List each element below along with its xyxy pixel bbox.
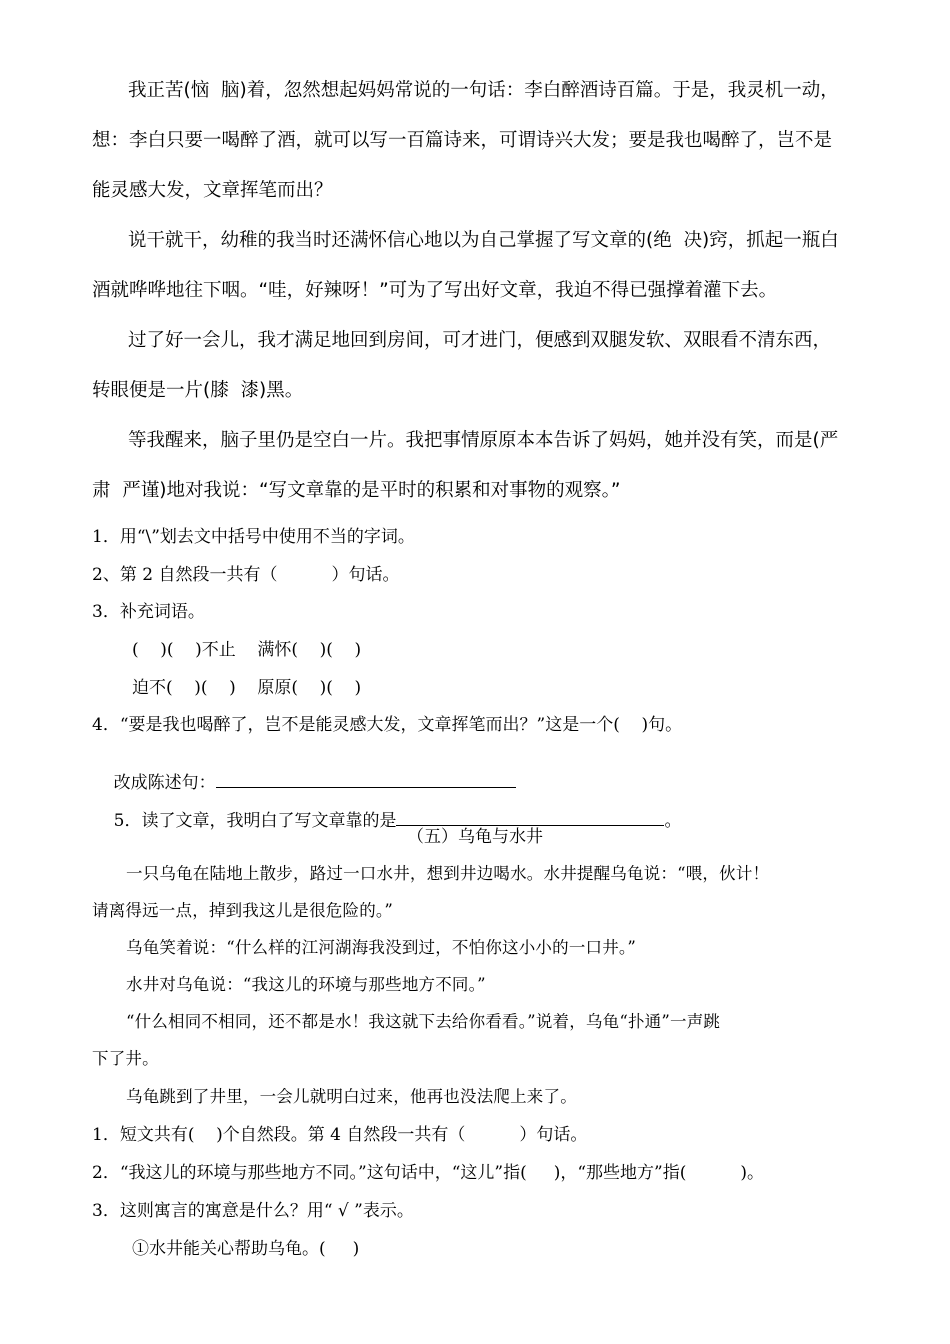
question-3-row-2: 迫不( )( ) 原原( )( ) <box>132 678 362 698</box>
question-5-label: 5．读了文章，我明白了写文章靠的是 <box>113 811 397 831</box>
question-2: 2．“我这儿的环境与那些地方不同。”这句话中，“这儿”指( )，“那些地方”指( )。 <box>92 1163 765 1183</box>
question-1: 1．短文共有( )个自然段。第 4 自然段一共有（ ）句话。 <box>92 1125 588 1145</box>
question-4: 4．“要是我也喝醉了，岂不是能灵感大发，文章挥笔而出？”这是一个( )句。 <box>92 715 683 735</box>
question-5-end: 。 <box>664 811 682 831</box>
passage-line: 肃 严谨)地对我说：“写文章靠的是平时的积累和对事物的观察。” <box>92 480 621 501</box>
story-line: 乌龟跳到了井里，一会儿就明白过来，他再也没法爬上来了。 <box>126 1087 577 1106</box>
story-line: “什么相同不相同，还不都是水！我这就下去给你看看。”说着，乌龟“扑通”一声跳 <box>126 1012 721 1031</box>
section-title: （五）乌龟与水井 <box>407 827 543 847</box>
story-line: 请离得远一点，掉到我这儿是很危险的。” <box>92 901 393 920</box>
option-1: ①水井能关心帮助乌龟。( ) <box>132 1239 360 1259</box>
passage-line: 转眼便是一片(膝 漆)黑。 <box>92 380 304 401</box>
story-line: 水井对乌龟说：“我这儿的环境与那些地方不同。” <box>126 975 486 994</box>
story-line: 下了井。 <box>92 1049 159 1068</box>
question-3: 3．这则寓言的寓意是什么？用“ √ ”表示。 <box>92 1201 414 1221</box>
rewrite-label: 改成陈述句： <box>113 773 216 793</box>
question-3: 3．补充词语。 <box>92 602 205 622</box>
passage-line: 想：李白只要一喝醉了酒，就可以写一百篇诗来，可谓诗兴大发；要是我也喝醉了，岂不是 <box>92 130 833 151</box>
question-3-row-1: ( )( )不止 满怀( )( ) <box>132 640 362 660</box>
passage-line: 酒就哗哗地往下咽。“哇，好辣呀！”可为了写出好文章，我迫不得已强撑着灌下去。 <box>92 280 778 301</box>
passage-line: 说干就干，幼稚的我当时还满怀信心地以为自己掌握了写文章的(绝 决)窍，抓起一瓶白 <box>128 230 839 251</box>
question-2: 2、第 2 自然段一共有（ ）句话。 <box>92 565 400 585</box>
passage-line: 等我醒来，脑子里仍是空白一片。我把事情原原本本告诉了妈妈，她并没有笑，而是(严 <box>128 430 839 451</box>
story-line: 一只乌龟在陆地上散步，路过一口水井，想到井边喝水。水井提醒乌龟说：“喂，伙计！ <box>126 864 770 883</box>
story-line: 乌龟笑着说：“什么样的江河湖海我没到过，不怕你这小小的一口井。” <box>126 938 637 957</box>
passage-line: 能灵感大发，文章挥笔而出？ <box>92 180 333 201</box>
passage-line: 我正苦(恼 脑)着，忽然想起妈妈常说的一句话：李白醉酒诗百篇。于是，我灵机一动， <box>128 80 839 101</box>
passage-line: 过了好一会儿，我才满足地回到房间，可才进门，便感到双腿发软、双眼看不清东西， <box>128 330 832 351</box>
question-1: 1．用“\”划去文中括号中使用不当的字词。 <box>92 527 415 547</box>
